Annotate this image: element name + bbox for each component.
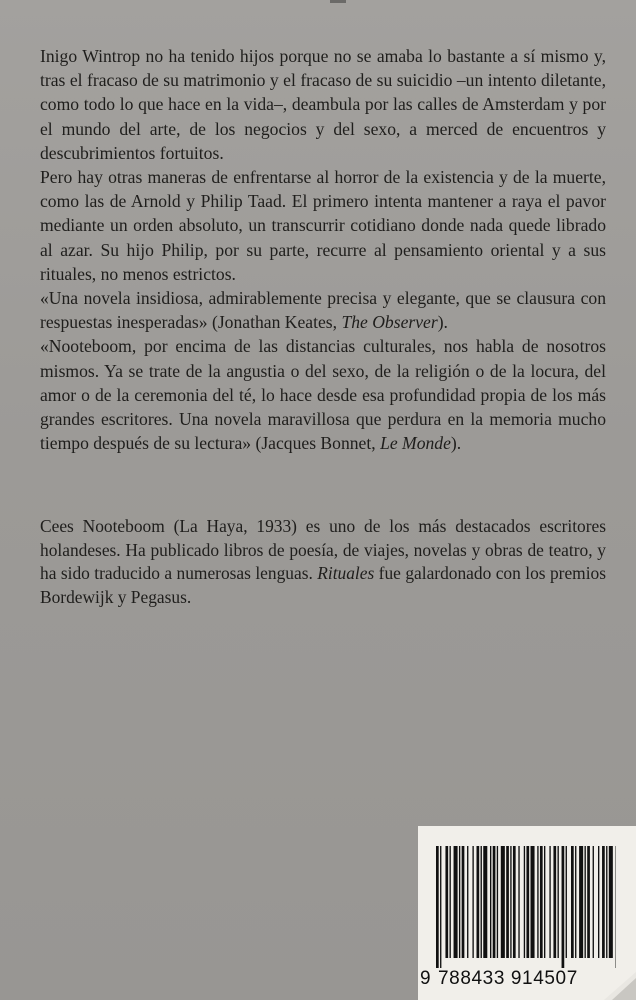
barcode-bar <box>526 846 529 958</box>
barcode-bar <box>585 846 586 958</box>
review-quote-2 <box>40 334 606 455</box>
barcode-bar <box>553 846 556 958</box>
barcode-bar <box>531 846 535 958</box>
barcode-bar <box>549 846 550 958</box>
barcode-bar <box>510 846 511 958</box>
barcode-bar <box>493 846 496 958</box>
author-bio-paragraph <box>40 515 606 609</box>
review-quote-2-text: «Nooteboom, por encima de las distancias culturales, nos habla de nosotros mismos. Ya se trate de la angustia o del sexo, de la religión o de la locura, del amor o de la ceremonia del té, lo hace desde esa profundidad propia de los más grandes escritores. Una novela maravillosa que perdura en la memoria mucho tiempo después de su lectura» (Jacques Bonnet, <box>40 336 606 454</box>
barcode-bar <box>593 846 594 958</box>
review-quote-2-source: Le Monde <box>380 433 451 454</box>
barcode-bar <box>506 846 509 958</box>
barcode-bar <box>518 846 519 958</box>
barcode-bar <box>606 846 607 958</box>
review-quote-1-source: The Observer <box>341 312 438 333</box>
barcode-bar <box>481 846 482 958</box>
author-bio-book-title: Rituales <box>317 563 375 584</box>
barcode-bar <box>544 846 545 958</box>
barcode-bars <box>436 846 616 968</box>
author-bio-text-1: Cees Nooteboom (La Haya, 1933) es uno de los más destacados escritores holandeses. Ha publicado libros de poesía, de viajes, novelas y obras de teatro, y ha sido traducido a numerosas lenguas. <box>40 516 606 584</box>
barcode-bar <box>537 846 538 958</box>
review-quote-2-end: ). <box>450 433 462 454</box>
barcode-bar <box>459 846 460 958</box>
barcode-bar <box>579 846 583 958</box>
barcode-bar <box>477 846 480 958</box>
synopsis-paragraph-1: Inigo Wintrop no ha tenido hijos porque no se amaba lo bastante a sí mismo y, tras el fracaso de su matrimonio y el fracaso de su suicidio –un intento diletante, como todo lo que hace en la vida–, deambula por las calles de Amsterdam y por el mundo del arte, de los negocios y del sexo, a merced de encuentros y descubrimientos fortuitos. <box>40 46 606 163</box>
barcode-bar <box>524 846 525 958</box>
barcode-bar <box>562 846 565 968</box>
barcode-bar <box>462 846 465 958</box>
barcode-bar <box>440 846 441 968</box>
author-bio-text-2: fue galardonado con los premios Bordewijk y Pegasus. <box>40 563 607 607</box>
barcode-lead-digit: 9 <box>420 968 431 989</box>
barcode-bar <box>540 846 543 958</box>
author-bio <box>40 515 606 609</box>
barcode-bar <box>602 846 605 958</box>
barcode-bar <box>497 846 498 958</box>
barcode-bar <box>587 846 590 958</box>
synopsis-paragraph-2: Pero hay otras maneras de enfrentarse al horror de la existencia y de la muerte, como las de Arnold y Philip Taad. El primero intenta mantener a raya el pavor mediante un orden absoluto, un transcurrir cotidiano donde nada quede librado al azar. Su hijo Philip, por su parte, recurre al pensamiento oriental y a sus rituales, no menos estrictos. <box>40 167 606 284</box>
top-edge-mark <box>330 0 346 3</box>
barcode-bar <box>598 846 599 958</box>
review-quote-1-end: ). <box>437 312 448 333</box>
barcode-bar <box>566 846 567 958</box>
barcode-bar <box>454 846 458 958</box>
barcode-bar <box>513 846 516 958</box>
barcode-bar <box>436 846 439 968</box>
barcode-bar <box>472 846 473 958</box>
barcode-digits: 788433 914507 <box>438 968 578 989</box>
barcode-bar <box>571 846 574 958</box>
barcode-bar <box>483 846 487 958</box>
barcode-bar <box>609 846 613 958</box>
barcode-bar <box>575 846 576 958</box>
review-quote-1 <box>40 286 606 334</box>
synopsis-block <box>40 44 606 455</box>
barcode-bar <box>501 846 505 958</box>
barcode-bar <box>450 846 451 958</box>
barcode-bar <box>558 846 559 958</box>
barcode-bar <box>467 846 468 958</box>
corner-logo-icon <box>596 972 636 1000</box>
review-quote-1-text: «Una novela insidiosa, admirablemente precisa y elegante, que se clausura con respuestas inesperadas» (Jonathan Keates, <box>40 288 606 333</box>
barcode-bar <box>490 846 491 958</box>
barcode-bar <box>445 846 448 958</box>
